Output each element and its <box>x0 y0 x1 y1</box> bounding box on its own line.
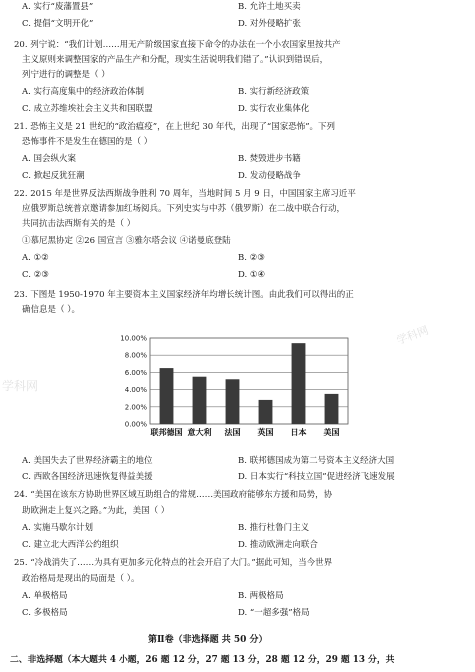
text-line: 22. 2015 年是世界反法西斯战争胜利 70 周年，当地时间 5 月 9 日，中国国家主席习近平 <box>14 189 356 199</box>
text-line: 助欧洲走上复兴之路。”为此，美国（ ） <box>22 506 170 516</box>
text-line: C. ②③ <box>22 270 49 280</box>
x-category-label: 法国 <box>224 428 241 437</box>
text-line: 政治格局是现出的局面是（ ）。 <box>22 574 140 584</box>
text-line: B. 焚毁进步书籍 <box>238 154 301 164</box>
watermark-left: 学科网 <box>2 379 39 393</box>
y-tick-label: 8.00% <box>124 351 147 360</box>
text-line: 24. “美国在该东方协助世界区域互助组合的常规……美国政府能够东方援和局势，协 <box>14 490 333 500</box>
text-line: D. 实行农业集体化 <box>238 104 310 114</box>
text-line: A. 实行“废藩置县” <box>22 2 94 12</box>
text-line: 主义原则来调整国家的产品生产和分配，现实生活说明我们错了。”认识到错误后， <box>22 55 329 65</box>
chart-svg <box>108 332 358 444</box>
text-line: C. 建立北大西洋公约组织 <box>22 540 119 550</box>
bar-2 <box>193 377 207 424</box>
growth-bar-chart <box>108 332 358 444</box>
section-instruction: 二、非选择题（本大题共 4 小题，26 题 12 分，27 题 13 分，28 题 12 分，29 题 13 分，共 <box>10 655 395 665</box>
x-category-label: 联邦德国 <box>150 428 183 437</box>
text-line: C. 西欧各国经济迅速恢复得益美援 <box>22 472 153 482</box>
text-line: C. 成立苏维埃社会主义共和国联盟 <box>22 104 153 114</box>
text-line: B. 允许土地买卖 <box>238 2 301 12</box>
text-line: 应俄罗斯总统普京邀请参加红场阅兵。下列史实与中苏（俄罗斯）在二战中联合行动， <box>22 204 346 214</box>
text-line: B. 推行杜鲁门主义 <box>238 523 310 533</box>
x-category-label: 英国 <box>257 428 274 437</box>
y-tick-label: 10.00% <box>120 334 147 343</box>
bar-4 <box>259 400 273 424</box>
y-tick-label: 6.00% <box>124 368 147 377</box>
text-line: D. ①④ <box>238 270 266 280</box>
text-line: ①慕尼黑协定 ②26 国宣言 ③雅尔塔会议 ④诺曼底登陆 <box>22 236 231 246</box>
text-line: C. 掀起反犹狂潮 <box>22 171 85 181</box>
text-line: B. 两极格局 <box>238 591 284 601</box>
text-line: A. ①② <box>22 253 49 263</box>
text-line: 20. 列宁说：“我们计划……用无产阶级国家直接下命令的办法在一个小农国家里按共产 <box>14 40 341 50</box>
text-line: A. 单极格局 <box>22 591 68 601</box>
bar-1 <box>160 368 174 424</box>
bar-3 <box>226 379 240 424</box>
text-line: 列宁进行的调整是（ ） <box>22 70 110 80</box>
text-line: A. 实行高度集中的经济政治体制 <box>22 87 145 97</box>
text-line: A. 美国失去了世界经济霸主的地位 <box>22 456 153 466</box>
watermark-right: 学科网 <box>394 323 431 348</box>
text-line: 共同抗击法西斯有关的是（ ） <box>22 219 136 229</box>
text-line: C. 提倡“文明开化” <box>22 19 94 29</box>
text-line: 确信息是（ ）。 <box>22 305 80 315</box>
bar-5 <box>292 343 306 424</box>
y-tick-label: 2.00% <box>124 403 147 412</box>
text-line: D. 日本实行“科技立国”促进经济飞速发展 <box>238 472 395 482</box>
section-title: 第Ⅱ卷（非选择题 共 50 分） <box>148 635 268 645</box>
text-line: 21. 恐怖主义是 21 世纪的“政治瘟疫”，在上世纪 30 年代，出现了“国家恐怖”。下列 <box>14 122 336 132</box>
text-line: D. “一超多强”格局 <box>238 608 310 618</box>
text-line: A. 实施马歇尔计划 <box>22 523 94 533</box>
x-category-label: 日本 <box>290 428 307 437</box>
text-line: C. 多极格局 <box>22 608 68 618</box>
bar-6 <box>325 394 339 424</box>
y-tick-label: 0.00% <box>124 420 147 429</box>
text-line: B. 联邦德国成为第二号资本主义经济大国 <box>238 456 395 466</box>
text-line: A. 国会纵火案 <box>22 154 77 164</box>
text-line: D. 发动侵略战争 <box>238 171 301 181</box>
text-line: B. ②③ <box>238 253 265 263</box>
text-line: B. 实行新经济政策 <box>238 87 310 97</box>
text-line: 25. “冷战消失了……为具有更加多元化特点的社会开启了大门。”据此可知，当今世界 <box>14 558 333 568</box>
y-tick-label: 4.00% <box>124 386 147 395</box>
plot-frame <box>150 338 348 424</box>
x-category-label: 意大利 <box>187 428 212 437</box>
text-line: D. 推动欧洲走向联合 <box>238 540 318 550</box>
text-line: D. 对外侵略扩张 <box>238 19 301 29</box>
text-line: 23. 下图是 1950-1970 年主要资本主义国家经济年均增长统计图。由此我们可以得出的正 <box>14 290 354 300</box>
x-category-label: 美国 <box>323 428 340 437</box>
text-line: 恐怖事件不是发生在德国的是（ ） <box>22 137 153 147</box>
